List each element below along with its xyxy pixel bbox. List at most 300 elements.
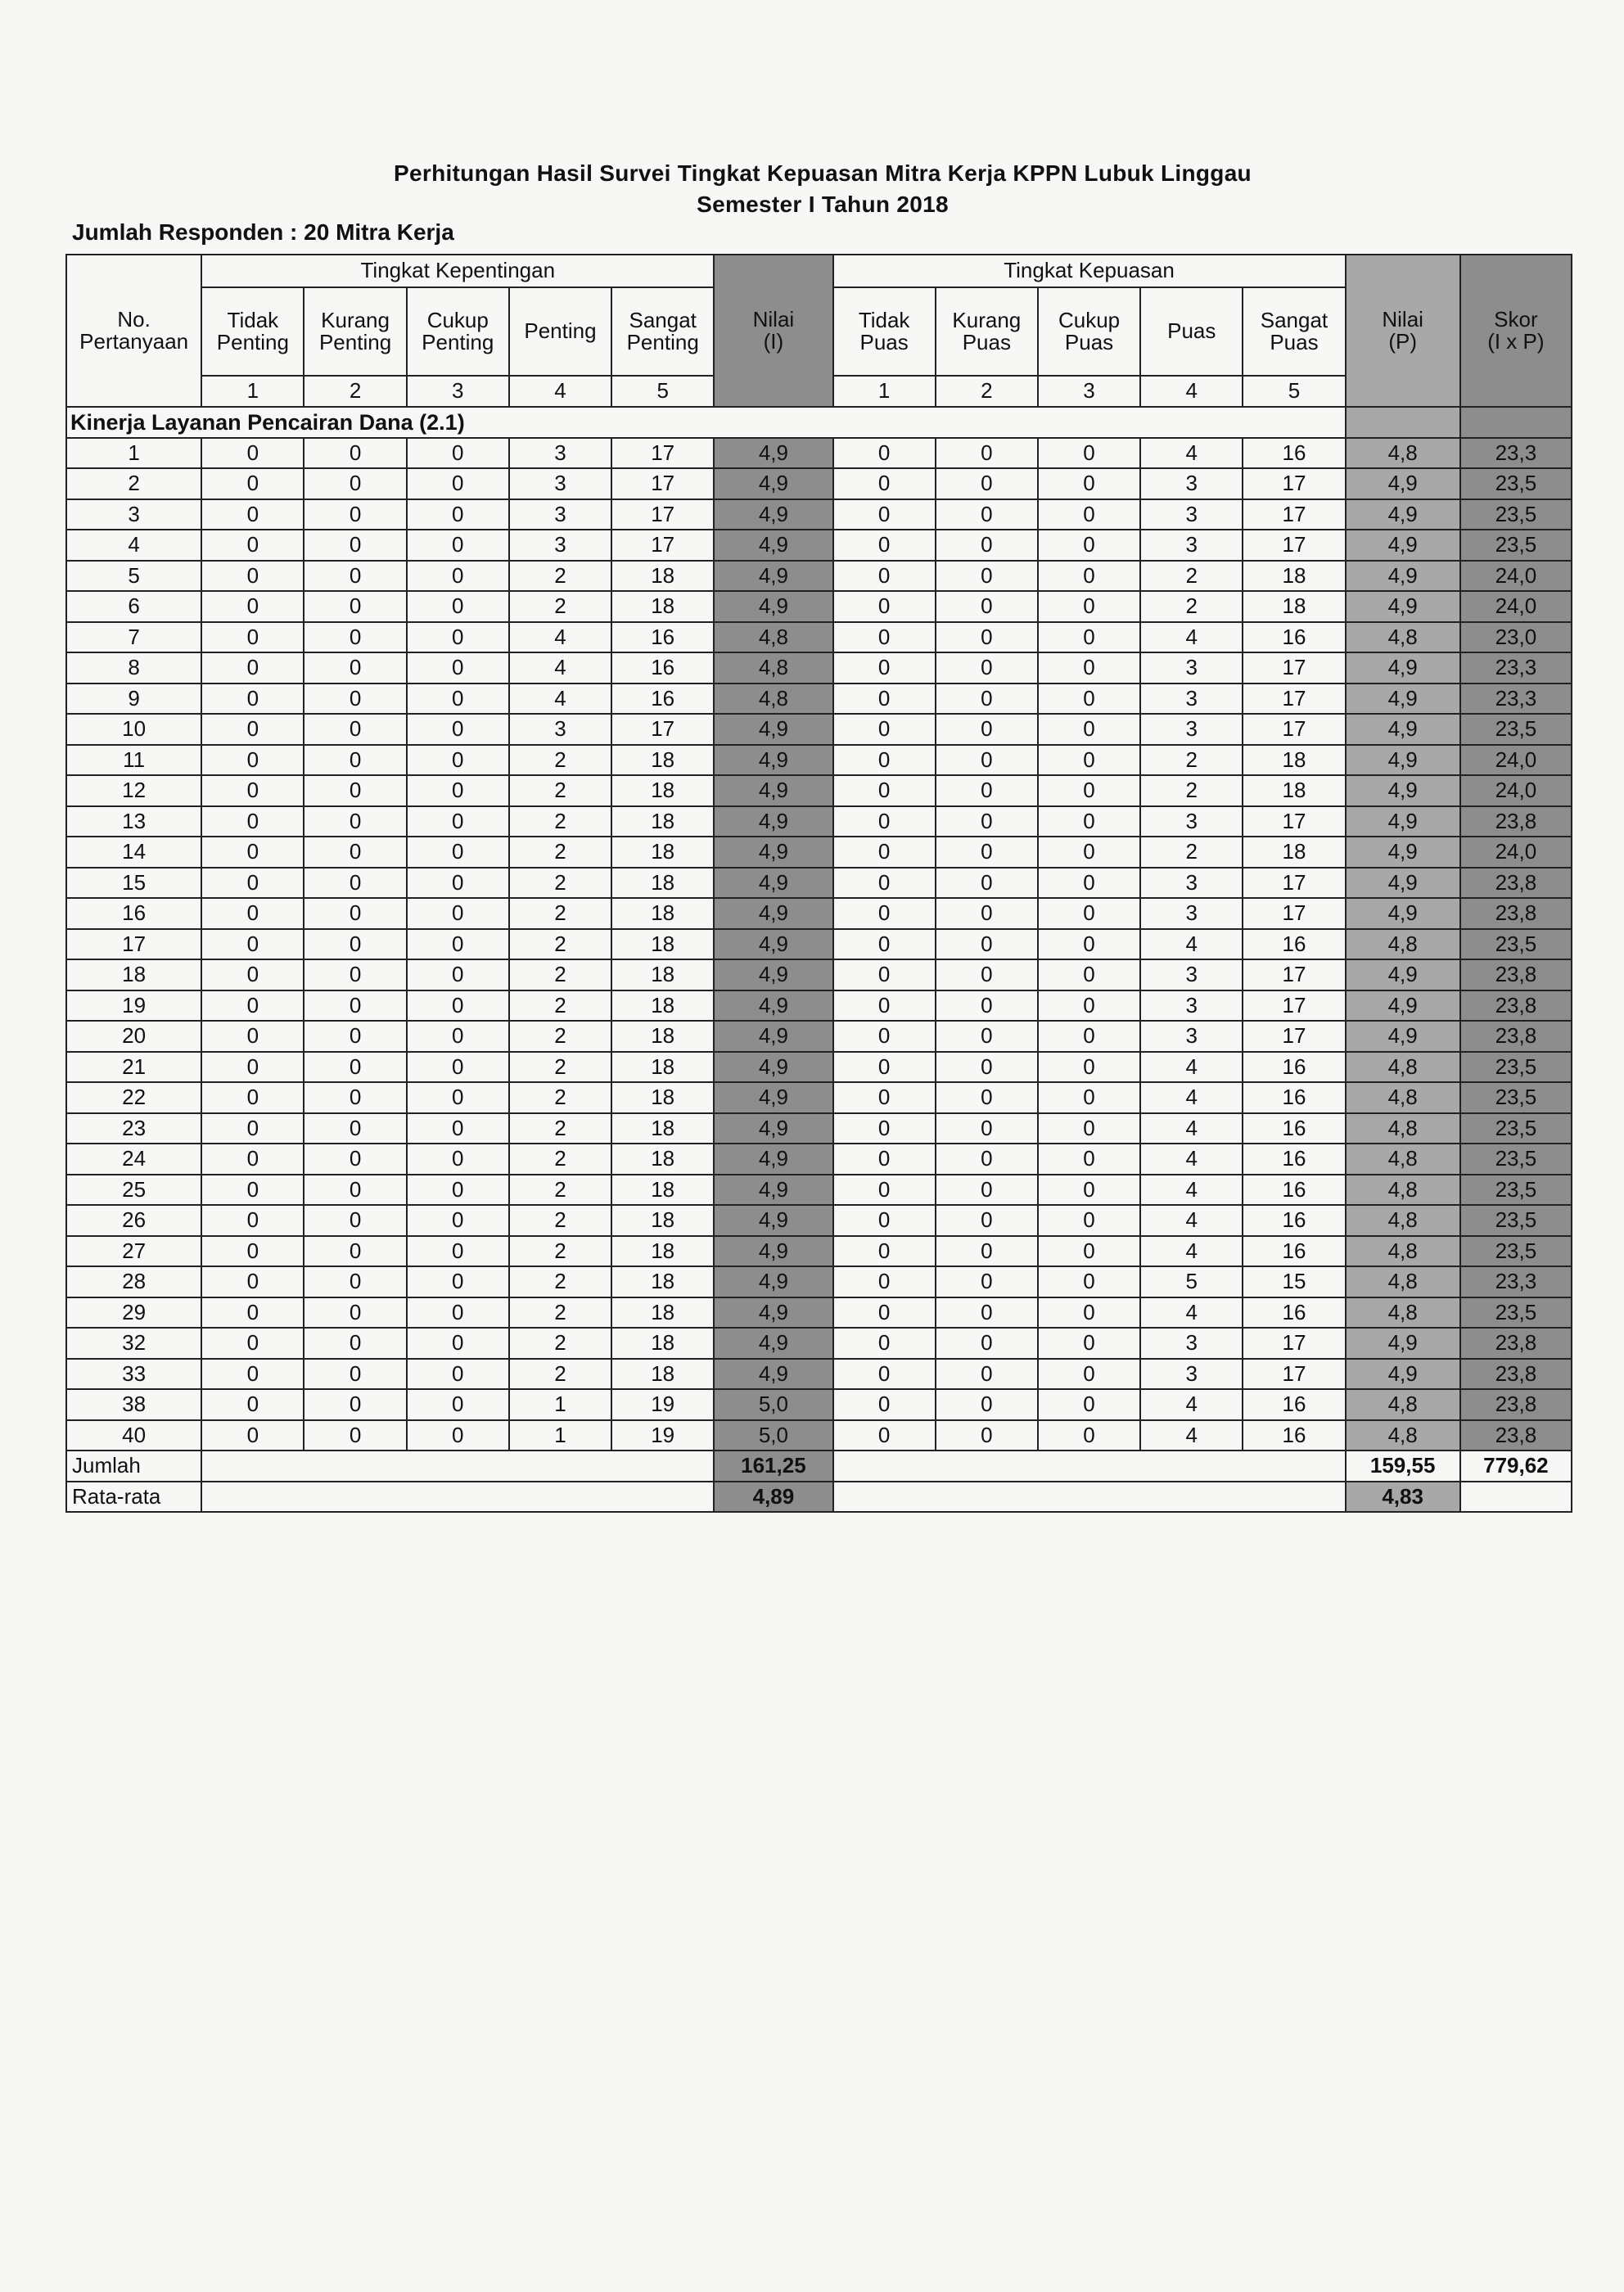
kepuasan-2-cell: 0 [936,561,1038,592]
kepentingan-3-cell: 0 [407,499,509,530]
table-row [66,1021,1572,1052]
header-kepuasan-col-line2: Puas [1270,330,1319,354]
kepuasan-2-cell: 0 [936,438,1038,469]
nilai-i-cell: 4,9 [714,1236,832,1267]
header-kepuasan-col-line1: Tidak [858,307,910,332]
survey-table [65,254,1572,1513]
kepentingan-2-cell: 0 [304,898,406,929]
kepentingan-5-cell: 18 [611,775,714,806]
kepentingan-3-cell: 0 [407,775,509,806]
kepuasan-5-cell: 17 [1243,1328,1345,1359]
question-number-cell: 32 [66,1328,201,1359]
kepentingan-1-cell: 0 [201,929,304,960]
kepuasan-3-cell: 0 [1038,1144,1140,1175]
kepentingan-3-cell: 0 [407,1021,509,1052]
kepuasan-2-cell: 0 [936,745,1038,776]
skor-cell: 23,5 [1460,1082,1572,1113]
kepuasan-3-cell: 0 [1038,1205,1140,1236]
kepentingan-5-cell: 19 [611,1420,714,1451]
kepentingan-4-cell: 2 [509,591,611,622]
table-row [66,1236,1572,1267]
kepentingan-2-cell: 0 [304,499,406,530]
kepentingan-5-cell: 18 [611,898,714,929]
kepuasan-3-cell: 0 [1038,1082,1140,1113]
skor-cell: 24,0 [1460,775,1572,806]
kepuasan-4-cell: 4 [1140,1144,1243,1175]
kepentingan-2-cell: 0 [304,837,406,868]
rata-rata-nilai-i: 4,89 [714,1482,832,1513]
kepuasan-4-cell: 3 [1140,1021,1243,1052]
kepentingan-3-cell: 0 [407,1420,509,1451]
nilai-i-cell: 4,9 [714,530,832,561]
nilai-p-cell: 4,9 [1346,530,1460,561]
header-no-pertanyaan [66,255,201,407]
header-kepuasan-col [1243,287,1345,376]
kepuasan-5-cell: 17 [1243,684,1345,715]
header-kepentingan-col-line1: Kurang [321,307,390,332]
kepentingan-1-cell: 0 [201,1144,304,1175]
kepentingan-5-cell: 18 [611,1236,714,1267]
skor-cell: 23,5 [1460,1144,1572,1175]
skor-cell: 23,3 [1460,684,1572,715]
kepuasan-3-cell: 0 [1038,1420,1140,1451]
kepentingan-1-cell: 0 [201,1297,304,1329]
kepuasan-2-cell: 0 [936,868,1038,899]
kepuasan-4-cell: 2 [1140,837,1243,868]
skor-cell: 24,0 [1460,561,1572,592]
kepentingan-1-cell: 0 [201,745,304,776]
kepuasan-3-cell: 0 [1038,775,1140,806]
kepuasan-4-cell: 4 [1140,438,1243,469]
header-kepuasan-col [1038,287,1140,376]
nilai-p-cell: 4,8 [1346,438,1460,469]
header-kepentingan-col-line2: Penting [626,330,699,354]
kepentingan-1-cell: 0 [201,684,304,715]
nilai-i-cell: 4,9 [714,468,832,499]
question-number-cell: 14 [66,837,201,868]
kepuasan-3-cell: 0 [1038,837,1140,868]
kepuasan-5-cell: 17 [1243,714,1345,745]
kepentingan-2-cell: 0 [304,1420,406,1451]
kepentingan-3-cell: 0 [407,652,509,684]
kepuasan-5-cell: 16 [1243,1052,1345,1083]
kepuasan-2-cell: 0 [936,1052,1038,1083]
kepentingan-1-cell: 0 [201,1389,304,1420]
header-pertanyaan-label: Pertanyaan [79,329,189,354]
kepuasan-3-cell: 0 [1038,990,1140,1022]
kepentingan-4-cell: 2 [509,1359,611,1390]
kepentingan-5-cell: 16 [611,684,714,715]
nilai-i-cell: 4,9 [714,1052,832,1083]
kepuasan-1-cell: 0 [833,837,936,868]
kepuasan-5-cell: 18 [1243,745,1345,776]
kepentingan-4-cell: 3 [509,714,611,745]
kepentingan-1-cell: 0 [201,561,304,592]
kepentingan-4-cell: 2 [509,1021,611,1052]
question-number-cell: 18 [66,959,201,990]
kepuasan-2-cell: 0 [936,468,1038,499]
table-row [66,990,1572,1022]
kepuasan-3-cell: 0 [1038,1359,1140,1390]
kepentingan-2-cell: 0 [304,438,406,469]
nilai-p-cell: 4,8 [1346,1082,1460,1113]
kepuasan-1-cell: 0 [833,1175,936,1206]
skor-cell: 23,0 [1460,622,1572,653]
jumlah-empty-kepentingan [201,1451,714,1482]
nilai-p-cell: 4,9 [1346,468,1460,499]
kepentingan-2-cell: 0 [304,591,406,622]
nilai-p-cell: 4,8 [1346,1052,1460,1083]
kepentingan-5-cell: 18 [611,1328,714,1359]
kepuasan-2-cell: 0 [936,929,1038,960]
kepuasan-2-cell: 0 [936,898,1038,929]
nilai-p-cell: 4,9 [1346,1021,1460,1052]
kepuasan-2-cell: 0 [936,1328,1038,1359]
kepentingan-5-cell: 18 [611,1021,714,1052]
nilai-i-cell: 4,9 [714,837,832,868]
kepuasan-4-cell: 3 [1140,468,1243,499]
kepuasan-1-cell: 0 [833,868,936,899]
kepentingan-3-cell: 0 [407,990,509,1022]
kepentingan-1-cell: 0 [201,714,304,745]
kepentingan-2-cell: 0 [304,468,406,499]
question-number-cell: 7 [66,622,201,653]
kepentingan-1-cell: 0 [201,898,304,929]
kepentingan-3-cell: 0 [407,438,509,469]
header-nilai-p [1346,255,1460,407]
nilai-p-cell: 4,9 [1346,868,1460,899]
kepentingan-3-cell: 0 [407,561,509,592]
kepuasan-5-cell: 17 [1243,468,1345,499]
kepentingan-2-cell: 0 [304,1359,406,1390]
kepentingan-5-cell: 16 [611,652,714,684]
kepuasan-4-cell: 2 [1140,775,1243,806]
header-kepentingan-col-line2: Penting [318,330,392,354]
kepentingan-4-cell: 2 [509,1113,611,1144]
skor-cell: 23,5 [1460,1205,1572,1236]
nilai-i-cell: 4,9 [714,438,832,469]
table-row [66,1297,1572,1329]
nilai-i-cell: 4,8 [714,684,832,715]
section-row [66,407,1572,438]
kepuasan-5-cell: 17 [1243,1359,1345,1390]
kepuasan-5-cell: 17 [1243,499,1345,530]
rata-rata-row [66,1482,1572,1513]
kepuasan-4-cell: 3 [1140,1328,1243,1359]
skor-cell: 23,3 [1460,652,1572,684]
kepuasan-1-cell: 0 [833,1297,936,1329]
kepuasan-3-cell: 0 [1038,530,1140,561]
kepentingan-5-cell: 18 [611,806,714,837]
nilai-i-cell: 4,9 [714,959,832,990]
kepuasan-5-cell: 18 [1243,591,1345,622]
table-row [66,959,1572,990]
table-row [66,684,1572,715]
kepuasan-1-cell: 0 [833,775,936,806]
kepuasan-1-cell: 0 [833,1052,936,1083]
kepentingan-4-cell: 2 [509,990,611,1022]
nilai-i-cell: 4,8 [714,622,832,653]
kepuasan-1-cell: 0 [833,806,936,837]
kepuasan-3-cell: 0 [1038,684,1140,715]
kepuasan-2-cell: 0 [936,1082,1038,1113]
kepentingan-4-cell: 3 [509,438,611,469]
kepuasan-4-cell: 2 [1140,561,1243,592]
nilai-p-cell: 4,9 [1346,959,1460,990]
nilai-p-cell: 4,8 [1346,1113,1460,1144]
kepentingan-5-cell: 18 [611,990,714,1022]
nilai-i-cell: 5,0 [714,1420,832,1451]
kepuasan-2-cell: 0 [936,1389,1038,1420]
kepentingan-1-cell: 0 [201,1052,304,1083]
kepentingan-1-cell: 0 [201,468,304,499]
kepentingan-4-cell: 2 [509,806,611,837]
nilai-i-cell: 4,9 [714,898,832,929]
kepuasan-1-cell: 0 [833,1082,936,1113]
kepentingan-1-cell: 0 [201,1021,304,1052]
kepuasan-5-cell: 17 [1243,1021,1345,1052]
table-row [66,1420,1572,1451]
header-kepuasan-col [936,287,1038,376]
kepuasan-5-cell: 17 [1243,959,1345,990]
question-number-cell: 12 [66,775,201,806]
survey-table-body [66,255,1572,1512]
kepuasan-1-cell: 0 [833,530,936,561]
kepuasan-1-cell: 0 [833,898,936,929]
kepentingan-4-cell: 3 [509,499,611,530]
kepuasan-3-cell: 0 [1038,499,1140,530]
skor-cell: 23,5 [1460,1236,1572,1267]
question-number-cell: 20 [66,1021,201,1052]
table-row [66,714,1572,745]
kepentingan-1-cell: 0 [201,652,304,684]
scale-number: 2 [936,376,1038,407]
kepentingan-5-cell: 18 [611,868,714,899]
kepentingan-2-cell: 0 [304,530,406,561]
question-number-cell: 26 [66,1205,201,1236]
kepuasan-4-cell: 4 [1140,1113,1243,1144]
kepentingan-1-cell: 0 [201,1082,304,1113]
header-tingkat-kepentingan: Tingkat Kepentingan [201,255,714,287]
kepentingan-2-cell: 0 [304,1175,406,1206]
kepuasan-1-cell: 0 [833,591,936,622]
kepentingan-2-cell: 0 [304,684,406,715]
kepentingan-3-cell: 0 [407,959,509,990]
skor-cell: 23,8 [1460,990,1572,1022]
table-row [66,775,1572,806]
kepuasan-3-cell: 0 [1038,929,1140,960]
skor-cell: 23,8 [1460,868,1572,899]
kepuasan-4-cell: 3 [1140,530,1243,561]
kepentingan-2-cell: 0 [304,1266,406,1297]
kepentingan-5-cell: 18 [611,1359,714,1390]
kepuasan-3-cell: 0 [1038,959,1140,990]
table-row [66,929,1572,960]
table-row [66,898,1572,929]
table-row [66,622,1572,653]
table-row [66,1389,1572,1420]
question-number-cell: 29 [66,1297,201,1329]
kepuasan-1-cell: 0 [833,990,936,1022]
kepentingan-1-cell: 0 [201,1205,304,1236]
header-group-row [66,255,1572,287]
header-nilai-i [714,255,832,407]
kepuasan-2-cell: 0 [936,1266,1038,1297]
jumlah-empty-kepuasan [833,1451,1346,1482]
kepuasan-3-cell: 0 [1038,1389,1140,1420]
header-kepentingan-col-line1: Penting [524,318,597,344]
header-kepentingan-col-line2: Penting [216,330,289,354]
nilai-p-cell: 4,9 [1346,898,1460,929]
nilai-p-cell: 4,8 [1346,929,1460,960]
skor-cell: 23,3 [1460,438,1572,469]
nilai-i-cell: 4,9 [714,1144,832,1175]
kepentingan-2-cell: 0 [304,622,406,653]
header-nilai-p-line1: Nilai [1382,306,1423,332]
kepentingan-2-cell: 0 [304,1236,406,1267]
kepentingan-5-cell: 18 [611,1144,714,1175]
nilai-p-cell: 4,9 [1346,1328,1460,1359]
kepuasan-1-cell: 0 [833,1113,936,1144]
kepentingan-1-cell: 0 [201,1113,304,1144]
nilai-p-cell: 4,9 [1346,561,1460,592]
kepuasan-5-cell: 16 [1243,1113,1345,1144]
table-row [66,806,1572,837]
kepentingan-3-cell: 0 [407,1175,509,1206]
header-nilai-i-line1: Nilai [752,306,795,332]
kepentingan-2-cell: 0 [304,1052,406,1083]
header-kepuasan-col-line1: Cukup [1058,307,1121,332]
header-kepuasan-col-line1: Puas [1167,318,1216,344]
kepuasan-3-cell: 0 [1038,622,1140,653]
question-number-cell: 13 [66,806,201,837]
nilai-i-cell: 4,9 [714,591,832,622]
kepuasan-1-cell: 0 [833,1359,936,1390]
kepuasan-5-cell: 17 [1243,898,1345,929]
nilai-p-cell: 4,9 [1346,837,1460,868]
rata-rata-nilai-p: 4,83 [1346,1482,1460,1513]
skor-cell: 23,3 [1460,1266,1572,1297]
kepuasan-4-cell: 5 [1140,1266,1243,1297]
nilai-p-cell: 4,8 [1346,1389,1460,1420]
nilai-i-cell: 4,9 [714,745,832,776]
skor-cell: 23,5 [1460,530,1572,561]
kepentingan-2-cell: 0 [304,1328,406,1359]
kepuasan-5-cell: 16 [1243,622,1345,653]
nilai-i-cell: 4,9 [714,1297,832,1329]
kepentingan-1-cell: 0 [201,591,304,622]
kepentingan-4-cell: 2 [509,929,611,960]
question-number-cell: 28 [66,1266,201,1297]
kepuasan-3-cell: 0 [1038,652,1140,684]
question-number-cell: 10 [66,714,201,745]
skor-cell: 23,8 [1460,898,1572,929]
question-number-cell: 1 [66,438,201,469]
kepuasan-5-cell: 16 [1243,1236,1345,1267]
kepuasan-2-cell: 0 [936,959,1038,990]
kepentingan-5-cell: 18 [611,1266,714,1297]
nilai-p-cell: 4,8 [1346,1420,1460,1451]
kepuasan-2-cell: 0 [936,775,1038,806]
section-title: Kinerja Layanan Pencairan Dana (2.1) [66,407,1346,438]
skor-cell: 24,0 [1460,745,1572,776]
kepentingan-2-cell: 0 [304,1205,406,1236]
question-number-cell: 3 [66,499,201,530]
kepuasan-4-cell: 4 [1140,1205,1243,1236]
kepuasan-5-cell: 18 [1243,561,1345,592]
question-number-cell: 11 [66,745,201,776]
kepuasan-1-cell: 0 [833,499,936,530]
kepentingan-4-cell: 2 [509,837,611,868]
jumlah-row [66,1451,1572,1482]
nilai-p-cell: 4,9 [1346,775,1460,806]
kepentingan-5-cell: 18 [611,1052,714,1083]
question-number-cell: 38 [66,1389,201,1420]
nilai-p-cell: 4,9 [1346,990,1460,1022]
kepuasan-3-cell: 0 [1038,868,1140,899]
kepentingan-1-cell: 0 [201,1359,304,1390]
nilai-i-cell: 4,9 [714,1266,832,1297]
respondent-count: Jumlah Responden : 20 Mitra Kerja [72,219,454,245]
header-kepuasan-col [833,287,936,376]
kepentingan-1-cell: 0 [201,837,304,868]
kepentingan-3-cell: 0 [407,468,509,499]
scale-number: 5 [1243,376,1345,407]
kepuasan-2-cell: 0 [936,837,1038,868]
table-row [66,1266,1572,1297]
table-row [66,1175,1572,1206]
kepentingan-3-cell: 0 [407,530,509,561]
kepuasan-1-cell: 0 [833,468,936,499]
skor-cell: 23,5 [1460,1297,1572,1329]
kepuasan-2-cell: 0 [936,1205,1038,1236]
kepuasan-4-cell: 3 [1140,806,1243,837]
kepuasan-2-cell: 0 [936,1297,1038,1329]
kepentingan-4-cell: 2 [509,745,611,776]
kepentingan-3-cell: 0 [407,1389,509,1420]
header-skor-line1: Skor [1494,306,1538,332]
kepentingan-4-cell: 4 [509,684,611,715]
scale-number: 5 [611,376,714,407]
kepuasan-2-cell: 0 [936,652,1038,684]
kepuasan-3-cell: 0 [1038,468,1140,499]
kepentingan-4-cell: 4 [509,652,611,684]
header-kepuasan-col-line1: Sangat [1260,307,1329,332]
kepuasan-5-cell: 16 [1243,1389,1345,1420]
kepentingan-5-cell: 18 [611,1205,714,1236]
section-nilai-p-cell [1346,407,1460,438]
header-nilai-i-line2: (I) [763,329,784,354]
nilai-p-cell: 4,8 [1346,1236,1460,1267]
nilai-p-cell: 4,8 [1346,1266,1460,1297]
skor-cell: 23,5 [1460,714,1572,745]
kepuasan-1-cell: 0 [833,1021,936,1052]
kepentingan-5-cell: 18 [611,745,714,776]
kepuasan-2-cell: 0 [936,622,1038,653]
question-number-cell: 8 [66,652,201,684]
kepentingan-2-cell: 0 [304,1021,406,1052]
kepentingan-5-cell: 17 [611,530,714,561]
nilai-p-cell: 4,9 [1346,714,1460,745]
kepuasan-4-cell: 4 [1140,1052,1243,1083]
kepentingan-2-cell: 0 [304,714,406,745]
kepuasan-1-cell: 0 [833,1236,936,1267]
kepuasan-4-cell: 3 [1140,868,1243,899]
kepentingan-5-cell: 16 [611,622,714,653]
kepentingan-2-cell: 0 [304,1297,406,1329]
kepuasan-2-cell: 0 [936,1021,1038,1052]
nilai-p-cell: 4,8 [1346,1144,1460,1175]
